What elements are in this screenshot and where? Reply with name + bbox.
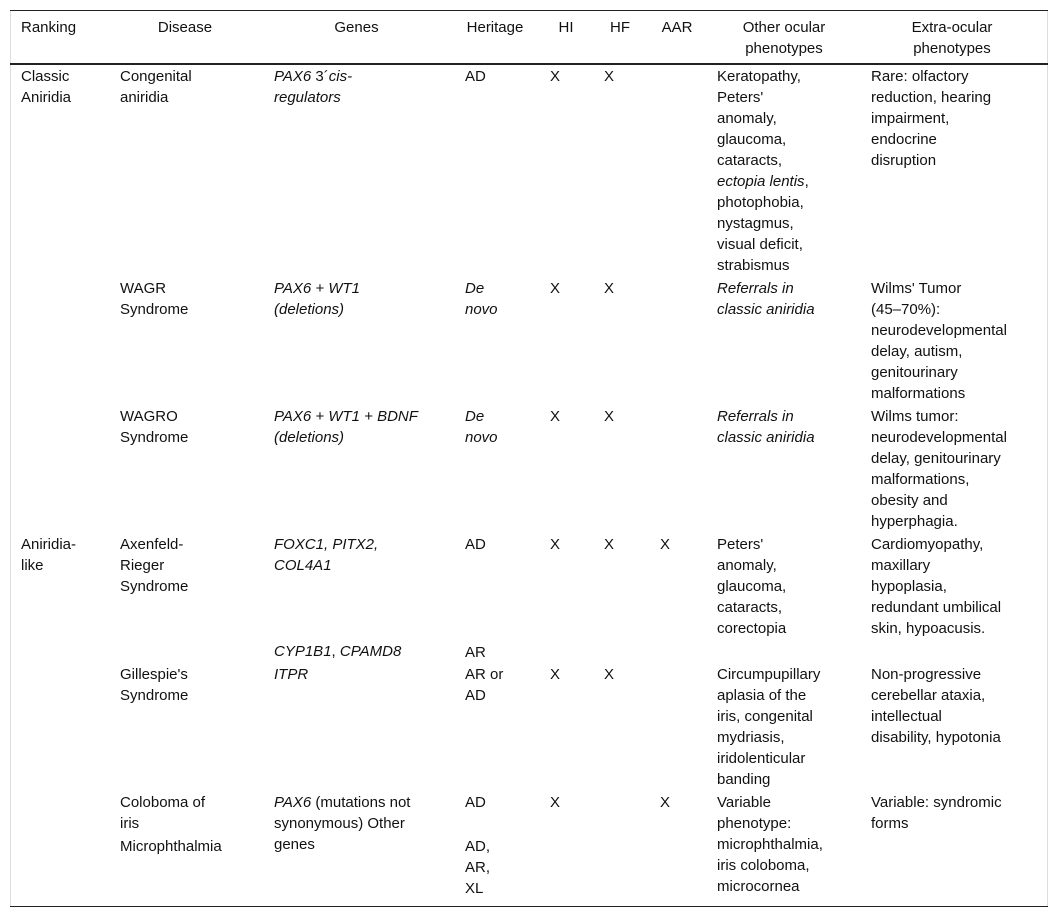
extra-line: disability, hypotonia [871, 729, 1001, 746]
header-genes: Genes [334, 19, 379, 36]
extra-line: hyperphagia. [871, 513, 958, 530]
hi-mark: X [550, 536, 561, 553]
extra-line: Variable: syndromic [871, 794, 1002, 811]
hi-mark: X [550, 794, 561, 811]
ocular-line: Peters' [717, 89, 764, 106]
header-other-ocular-line2: phenotypes [745, 40, 823, 57]
disease-line: Syndrome [120, 429, 189, 446]
heritage-line: XL [465, 880, 484, 897]
ocular-line: aplasia of the [717, 687, 807, 704]
ocular-line: microphthalmia, [717, 836, 823, 853]
header-extra-ocular-line2: phenotypes [913, 40, 991, 57]
header-heritage: Heritage [466, 19, 524, 36]
ocular-line: cataracts, [717, 152, 783, 169]
hf-mark: X [604, 536, 615, 553]
header-rule [10, 63, 1048, 65]
extra-line: (45–70%): [871, 301, 941, 318]
disease-line: Coloboma of [120, 794, 206, 811]
heritage-line: AD [465, 536, 486, 553]
ocular-line: corectopia [717, 620, 787, 637]
extra-line: forms [871, 815, 909, 832]
ocular-line: Referrals in [717, 280, 794, 297]
ocular-line: microcornea [717, 878, 800, 895]
extra-line: obesity and [871, 492, 948, 509]
ocular-line: iridolenticular [717, 750, 806, 767]
genes-line: genes [274, 836, 315, 853]
genes-line: FOXC1, PITX2, [274, 536, 379, 553]
table-bottom-rule [10, 906, 1048, 907]
extra-line: Wilms tumor: [871, 408, 959, 425]
header-ranking: Ranking [21, 19, 77, 36]
heritage-line: AD, [465, 838, 491, 855]
ocular-line: classic aniridia [717, 301, 815, 318]
heritage-line: De [465, 280, 485, 297]
disease-line: Rieger [120, 557, 165, 574]
genes-line: PAX6 + WT1 + BDNF [274, 408, 418, 425]
heritage-line: AD [465, 687, 486, 704]
aar-mark: X [660, 536, 671, 553]
ocular-line: iris coloboma, [717, 857, 810, 874]
genes-line: COL4A1 [274, 557, 332, 574]
ocular-line: glaucoma, [717, 131, 787, 148]
extra-line: Wilms' Tumor [871, 280, 962, 297]
table-left-border [10, 10, 11, 907]
heritage-line: De [465, 408, 485, 425]
header-disease: Disease [157, 19, 213, 36]
heritage-line: AR, [465, 859, 491, 876]
heritage-line: novo [465, 429, 498, 446]
ocular-line: classic aniridia [717, 429, 815, 446]
genes-line: PAX6 (mutations not [274, 794, 411, 811]
aar-mark: X [660, 794, 671, 811]
hf-mark: X [604, 280, 615, 297]
disease-line: iris [120, 815, 140, 832]
disease-line: Gillespie's [120, 666, 188, 683]
extra-line: Rare: olfactory [871, 68, 969, 85]
extra-line: delay, autism, [871, 343, 963, 360]
ocular-line: mydriasis, [717, 729, 785, 746]
genes-line: PAX6 3´cis- [274, 68, 353, 85]
genes-line: (deletions) [274, 429, 345, 446]
hi-mark: X [550, 68, 561, 85]
ocular-line: nystagmus, [717, 215, 794, 232]
disease-line: WAGR [120, 280, 167, 297]
table-right-border [1047, 10, 1048, 907]
disease-line: Syndrome [120, 301, 189, 318]
ocular-line: visual deficit, [717, 236, 803, 253]
hf-mark: X [604, 666, 615, 683]
disease-line: Axenfeld- [120, 536, 184, 553]
header-hi: HI [558, 19, 574, 36]
extra-line: delay, genitourinary [871, 450, 1001, 467]
disease-line: Microphthalmia [120, 838, 222, 855]
ocular-line: phenotype: [717, 815, 792, 832]
group-like-line2: like [21, 557, 44, 574]
genetic-aniridia-table [10, 10, 1048, 907]
heritage-line: novo [465, 301, 498, 318]
heritage-line: AR or [465, 666, 504, 683]
ocular-line: strabismus [717, 257, 790, 274]
disease-line: Syndrome [120, 578, 189, 595]
extra-line: Cardiomyopathy, [871, 536, 984, 553]
extra-line: malformations [871, 385, 966, 402]
extra-line: neurodevelopmental [871, 322, 1007, 339]
disease-line: aniridia [120, 89, 169, 106]
header-aar: AAR [661, 19, 693, 36]
extra-line: impairment, [871, 110, 950, 127]
ocular-line: iris, congenital [717, 708, 813, 725]
ocular-line: Peters' [717, 536, 764, 553]
ocular-line: Keratopathy, [717, 68, 801, 85]
genes-line: PAX6 + WT1 [274, 280, 361, 297]
header-extra-ocular-line1: Extra-ocular [911, 19, 993, 36]
extra-line: Non-progressive [871, 666, 982, 683]
group-classic-line1: Classic [21, 68, 70, 85]
genes-line: synonymous) Other [274, 815, 405, 832]
header-hf: HF [610, 19, 630, 36]
hi-mark: X [550, 666, 561, 683]
header-other-ocular-line1: Other ocular [742, 19, 826, 36]
disease-line: Congenital [120, 68, 192, 85]
table-top-rule [10, 10, 1048, 11]
hf-mark: X [604, 408, 615, 425]
genes-line: ITPR [274, 666, 309, 683]
heritage-line: AD [465, 794, 486, 811]
ocular-line: cataracts, [717, 599, 783, 616]
genes-line: regulators [274, 89, 341, 106]
hi-mark: X [550, 280, 561, 297]
ocular-line: anomaly, [717, 110, 777, 127]
extra-line: malformations, [871, 471, 970, 488]
disease-line: WAGRO [120, 408, 178, 425]
extra-line: neurodevelopmental [871, 429, 1007, 446]
group-classic-line2: Aniridia [21, 89, 72, 106]
extra-line: maxillary [871, 557, 931, 574]
ocular-line: Referrals in [717, 408, 794, 425]
extra-line: intellectual [871, 708, 942, 725]
ocular-line: anomaly, [717, 557, 777, 574]
extra-line: genitourinary [871, 364, 958, 381]
extra-line: cerebellar ataxia, [871, 687, 986, 704]
ocular-line: banding [717, 771, 771, 788]
extra-line: skin, hypoacusis. [871, 620, 986, 637]
ocular-line: Variable [717, 794, 771, 811]
group-like-line1: Aniridia- [21, 536, 77, 553]
extra-line: hypoplasia, [871, 578, 947, 595]
hf-mark: X [604, 68, 615, 85]
extra-line: disruption [871, 152, 937, 169]
disease-line: Syndrome [120, 687, 189, 704]
heritage-line: AD [465, 68, 486, 85]
ocular-line: photophobia, [717, 194, 804, 211]
ocular-line: Circumpupillary [717, 666, 821, 683]
ocular-line: glaucoma, [717, 578, 787, 595]
genes-line: (deletions) [274, 301, 345, 318]
extra-line: endocrine [871, 131, 937, 148]
heritage-line: AR [465, 644, 486, 661]
ocular-line: ectopia lentis, [717, 173, 809, 190]
genes-line: CYP1B1, CPAMD8 [274, 643, 402, 660]
hi-mark: X [550, 408, 561, 425]
extra-line: redundant umbilical [871, 599, 1002, 616]
extra-line: reduction, hearing [871, 89, 992, 106]
